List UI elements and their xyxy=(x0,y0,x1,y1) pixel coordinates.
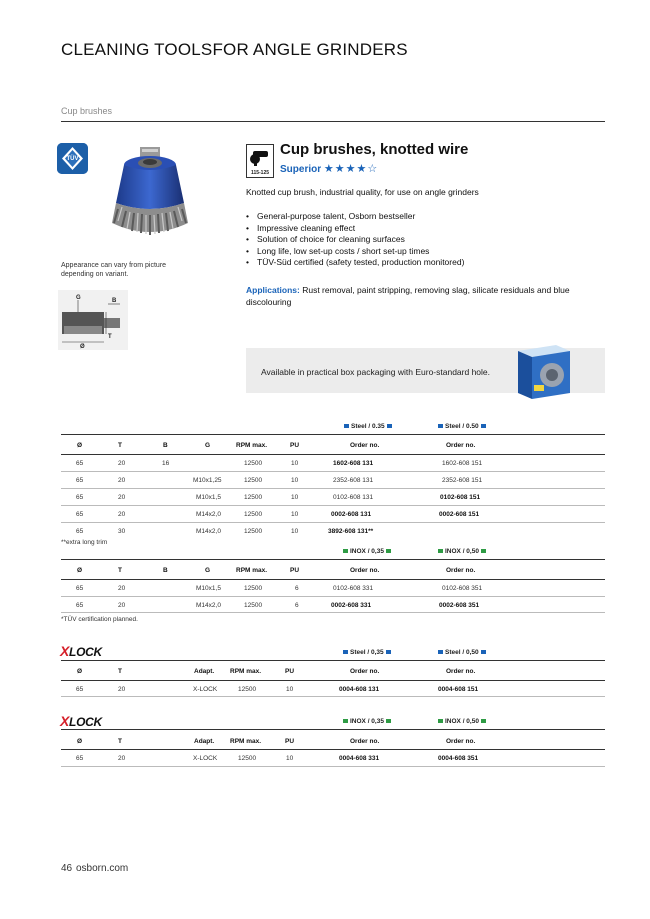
col-header-order-no: Order no. xyxy=(350,442,380,449)
applications-text: Rust removal, paint stripping, removing slag, silicate residuals and blue discolouring xyxy=(246,285,570,307)
row-divider xyxy=(61,612,605,613)
table-header-rule xyxy=(61,749,605,750)
col-header-order-no: Order no. xyxy=(446,567,476,574)
table-cell: 16 xyxy=(162,460,170,467)
table-cell: 65 xyxy=(76,602,84,609)
size-range-label: 115-125 xyxy=(250,170,270,176)
col-header-diameter: Ø xyxy=(77,442,83,449)
order-number: 1602-608 151 xyxy=(442,460,483,467)
col-header-pu: PU xyxy=(285,668,295,675)
table-top-rule xyxy=(61,434,605,435)
table-cell: 65 xyxy=(76,528,84,535)
order-number: 1602-608 131 xyxy=(333,460,374,467)
order-number: 2352-608 151 xyxy=(442,477,483,484)
order-number: 0004-608 151 xyxy=(438,686,479,693)
col-header-diameter: Ø xyxy=(77,668,83,675)
packaging-box-image xyxy=(512,343,572,401)
table-cell: 12500 xyxy=(244,528,263,535)
row-divider xyxy=(61,471,605,472)
xlock-logo: XLOCK xyxy=(60,713,102,729)
appearance-note: Appearance can vary from picture depending on variant. xyxy=(61,262,167,278)
section-label: Cup brushes xyxy=(61,106,113,116)
diagram-label-t: T xyxy=(108,334,112,340)
table-cell: 12500 xyxy=(244,511,263,518)
order-number: 0004-608 131 xyxy=(339,686,380,693)
table-cell: 30 xyxy=(118,528,126,535)
diagram-label-g: G xyxy=(76,295,81,301)
feature-item: • Impressive cleaning effect xyxy=(246,223,464,235)
page-title: CLEANING TOOLSFOR ANGLE GRINDERS xyxy=(61,40,408,59)
order-number: 0004-608 351 xyxy=(438,755,479,762)
table-cell: 20 xyxy=(118,585,126,592)
order-number: 0002-608 351 xyxy=(439,602,480,609)
col-header-order-no: Order no. xyxy=(350,567,380,574)
order-number: 0002-608 131 xyxy=(331,511,372,518)
table-cell: M10x1,25 xyxy=(193,477,222,484)
section-divider xyxy=(61,121,605,122)
col-header-order-no: Order no. xyxy=(350,738,380,745)
group-header-steel-050: Steel / 0.50 xyxy=(436,423,488,430)
footnote: **extra long trim xyxy=(61,539,108,546)
group-header-inox-050: INOX / 0,50 xyxy=(436,718,488,725)
applications xyxy=(246,285,576,308)
packaging-text: Available in practical box packaging with Euro-standard hole. xyxy=(261,367,491,377)
row-divider xyxy=(61,596,605,597)
col-header-rpm: RPM max. xyxy=(236,442,268,449)
table-cell: 20 xyxy=(118,477,126,484)
group-header-inox-050: INOX / 0,50 xyxy=(436,548,488,555)
dimension-diagram xyxy=(58,290,128,350)
table-cell: M10x1,5 xyxy=(196,494,221,501)
order-number: 0004-608 331 xyxy=(339,755,380,762)
feature-item: • Solution of choice for cleaning surfaces xyxy=(246,234,464,246)
col-header-rpm: RPM max. xyxy=(236,567,268,574)
table-cell: 65 xyxy=(76,585,84,592)
table-cell: 65 xyxy=(76,686,84,693)
row-divider xyxy=(61,766,605,767)
product-description: Knotted cup brush, industrial quality, for use on angle grinders xyxy=(246,187,479,197)
feature-item: • Long life, low set-up costs / short set-up times xyxy=(246,246,464,258)
tuv-badge-text: TÜV xyxy=(66,156,79,162)
order-number: 0002-608 151 xyxy=(439,511,480,518)
order-number: 0102-608 331 xyxy=(333,585,374,592)
col-header-order-no: Order no. xyxy=(350,668,380,675)
table-cell: 20 xyxy=(118,494,126,501)
angle-grinder-icon xyxy=(246,144,274,178)
cup-brush-image xyxy=(104,143,196,243)
feature-list xyxy=(246,211,464,269)
table-cell: 12500 xyxy=(244,585,263,592)
table-cell: M14x2,0 xyxy=(196,602,221,609)
table-cell: 12500 xyxy=(244,494,263,501)
table-cell: 10 xyxy=(291,494,299,501)
table-cell: 10 xyxy=(286,755,294,762)
table-cell: 10 xyxy=(286,686,294,693)
table-cell: 10 xyxy=(291,511,299,518)
table-cell: 12500 xyxy=(238,755,257,762)
col-header-diameter: Ø xyxy=(77,567,83,574)
col-header-diameter: Ø xyxy=(77,738,83,745)
table-cell: 20 xyxy=(118,511,126,518)
table-cell: 12500 xyxy=(244,477,263,484)
table-cell: 6 xyxy=(295,585,299,592)
col-header-order-no: Order no. xyxy=(446,668,476,675)
order-number: 0002-608 331 xyxy=(331,602,372,609)
col-header-b: B xyxy=(163,442,168,449)
table-cell: 65 xyxy=(76,460,84,467)
diagram-label-diameter: Ø xyxy=(80,344,85,350)
table-cell: X-LOCK xyxy=(193,686,218,693)
col-header-g: G xyxy=(205,442,211,449)
quality-rating xyxy=(280,162,378,175)
table-top-rule xyxy=(61,729,605,730)
diagram-label-b: B xyxy=(112,298,117,304)
table-cell: 6 xyxy=(295,602,299,609)
order-number: 2352-608 131 xyxy=(333,477,374,484)
order-number: 3892-608 131** xyxy=(328,528,374,535)
table-cell: 65 xyxy=(76,511,84,518)
col-header-t: T xyxy=(118,442,122,449)
xlock-logo: XLOCK xyxy=(60,643,102,659)
footer-website-link[interactable]: osborn.com xyxy=(76,863,129,874)
col-header-order-no: Order no. xyxy=(446,738,476,745)
table-header-rule xyxy=(61,454,605,455)
order-number: 0102-608 151 xyxy=(440,494,481,501)
table-cell: 12500 xyxy=(238,686,257,693)
applications-label: Applications: xyxy=(246,285,300,295)
table-cell: 65 xyxy=(76,477,84,484)
table-cell: 10 xyxy=(291,460,299,467)
col-header-g: G xyxy=(205,567,211,574)
table-cell: 12500 xyxy=(244,460,263,467)
footnote: *TÜV certification planned. xyxy=(61,616,138,623)
col-header-pu: PU xyxy=(285,738,295,745)
product-name: Cup brushes, knotted wire xyxy=(280,141,469,158)
col-header-pu: PU xyxy=(290,442,300,449)
table-cell: M14x2,0 xyxy=(196,511,221,518)
group-header-steel-035: Steel / 0,35 xyxy=(341,649,393,656)
row-divider xyxy=(61,488,605,489)
tuv-badge-icon xyxy=(57,143,88,174)
table-top-rule xyxy=(61,660,605,661)
feature-item: • TÜV-Süd certified (safety tested, production monitored) xyxy=(246,257,464,269)
group-header-inox-035: INOX / 0,35 xyxy=(341,548,393,555)
group-header-steel-035: Steel / 0.35 xyxy=(342,423,394,430)
table-cell: 12500 xyxy=(244,602,263,609)
table-cell: 10 xyxy=(291,477,299,484)
table-cell: 20 xyxy=(118,686,126,693)
table-cell: M14x2,0 xyxy=(196,528,221,535)
order-number: 0102-608 351 xyxy=(442,585,483,592)
table-top-rule xyxy=(61,559,605,560)
col-header-adapt: Adapt. xyxy=(194,738,215,745)
table-cell: 20 xyxy=(118,602,126,609)
col-header-t: T xyxy=(118,668,122,675)
page-number: 46 xyxy=(61,863,73,874)
col-header-rpm: RPM max. xyxy=(230,738,262,745)
table-cell: 20 xyxy=(118,755,126,762)
feature-item: • General-purpose talent, Osborn bestseller xyxy=(246,211,464,223)
col-header-b: B xyxy=(163,567,168,574)
star-rating-icon: ★★★★☆ xyxy=(323,163,379,175)
row-divider xyxy=(61,522,605,523)
table-header-rule xyxy=(61,680,605,681)
group-header-inox-035: INOX / 0,35 xyxy=(341,718,393,725)
table-cell: 65 xyxy=(76,494,84,501)
table-cell: 10 xyxy=(291,528,299,535)
col-header-adapt: Adapt. xyxy=(194,668,215,675)
group-header-steel-050: Steel / 0,50 xyxy=(436,649,488,656)
col-header-order-no: Order no. xyxy=(446,442,476,449)
col-header-pu: PU xyxy=(290,567,300,574)
row-divider xyxy=(61,696,605,697)
table-cell: 20 xyxy=(118,460,126,467)
table-cell: M10x1,5 xyxy=(196,585,221,592)
table-header-rule xyxy=(61,579,605,580)
table-cell: 65 xyxy=(76,755,84,762)
col-header-t: T xyxy=(118,567,122,574)
col-header-rpm: RPM max. xyxy=(230,668,262,675)
col-header-t: T xyxy=(118,738,122,745)
table-cell: X-LOCK xyxy=(193,755,218,762)
row-divider xyxy=(61,505,605,506)
order-number: 0102-608 131 xyxy=(333,494,374,501)
quality-label: Superior xyxy=(280,164,322,175)
